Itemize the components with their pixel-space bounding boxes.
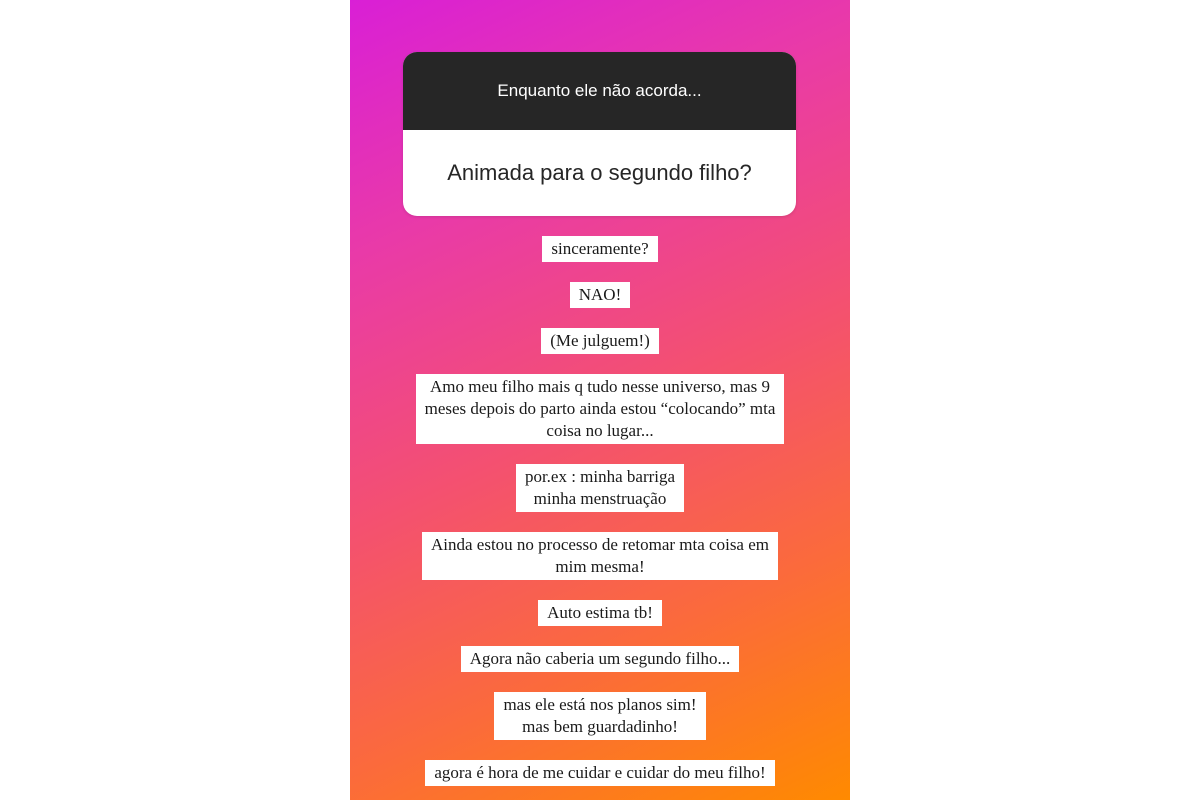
question-sticker-question: Animada para o segundo filho? xyxy=(447,160,752,185)
answer-text-nos-planos: mas ele está nos planos sim! mas bem guardadinho! xyxy=(494,692,705,740)
answer-text-processo: Ainda estou no processo de retomar mta coisa em mim mesma! xyxy=(422,532,778,580)
answer-text-me-julguem: (Me julguem!) xyxy=(541,328,659,354)
question-sticker-header: Enquanto ele não acorda... xyxy=(403,52,796,130)
answer-text-segundo-filho: Agora não caberia um segundo filho... xyxy=(461,646,740,672)
answer-text-amo-meu-filho: Amo meu filho mais q tudo nesse universo, mas 9 meses depois do parto ainda estou “colocando” mta coisa no lugar... xyxy=(416,374,785,444)
answer-text-nao: NAO! xyxy=(570,282,631,308)
question-sticker[interactable] xyxy=(403,52,796,216)
answer-text-sinceramente: sinceramente? xyxy=(542,236,657,262)
answer-text-list xyxy=(350,236,850,800)
answer-text-por-ex: por.ex : minha barriga minha menstruação xyxy=(516,464,684,512)
answer-text-auto-estima: Auto estima tb! xyxy=(538,600,662,626)
answer-text-me-cuidar: agora é hora de me cuidar e cuidar do meu filho! xyxy=(425,760,774,786)
story-frame xyxy=(350,0,850,800)
